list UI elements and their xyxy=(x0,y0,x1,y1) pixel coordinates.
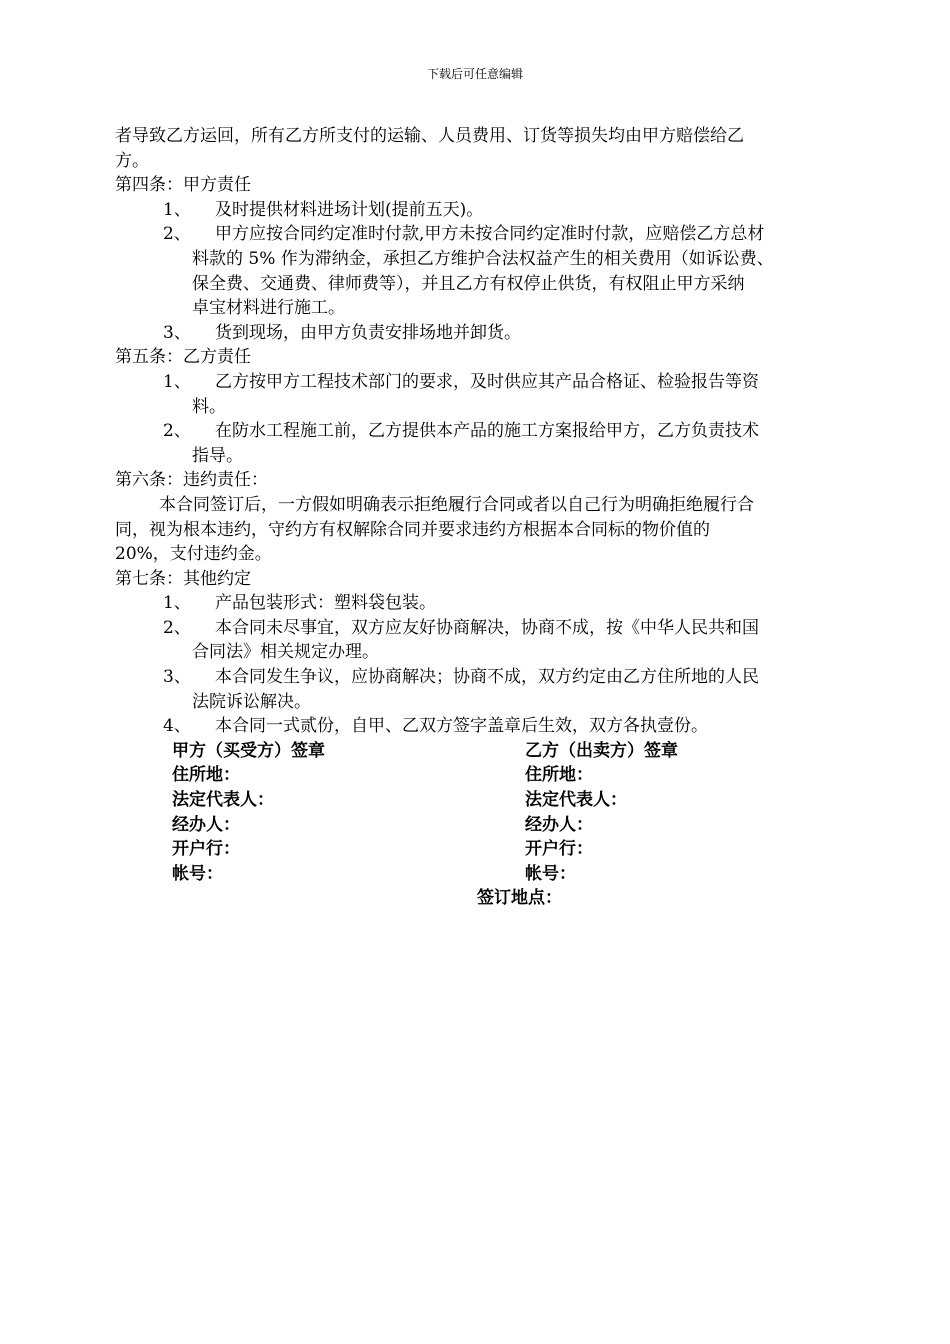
list-item xyxy=(115,370,840,419)
intro-line: 方。 xyxy=(115,150,149,171)
item-text-line: 法院诉讼解决。 xyxy=(192,691,311,712)
item-number: 3、 xyxy=(163,322,191,343)
item-number: 1、 xyxy=(163,593,191,614)
item-number: 3、 xyxy=(163,667,191,688)
party-a-seal: 甲方（买受方）签章 xyxy=(172,740,325,761)
item-text-line: 货到现场，由甲方负责安排场地并卸货。 xyxy=(215,322,521,343)
party-a-agent: 经办人： xyxy=(172,814,240,835)
party-a-representative: 法定代表人： xyxy=(172,790,274,811)
list-item xyxy=(115,198,840,223)
signature-row xyxy=(115,813,840,838)
item-text-line: 在防水工程施工前，乙方提供本产品的施工方案报给甲方，乙方负责技术 xyxy=(215,421,759,442)
party-a-bank: 开户行： xyxy=(172,839,240,860)
item-number: 1、 xyxy=(163,199,191,220)
article-5-items xyxy=(115,370,840,468)
item-number: 2、 xyxy=(163,421,191,442)
party-b-representative: 法定代表人： xyxy=(525,790,627,811)
article-6-para-line: 20%，支付违约金。 xyxy=(115,544,272,565)
list-item xyxy=(115,321,840,346)
signature-row xyxy=(115,788,840,813)
list-item xyxy=(115,714,840,739)
signature-block xyxy=(115,739,840,911)
item-number: 2、 xyxy=(163,617,191,638)
article-6-title: 第六条：违约责任： xyxy=(115,470,268,491)
item-text-line: 乙方按甲方工程技术部门的要求，及时供应其产品合格证、检验报告等资 xyxy=(215,371,759,392)
item-text-line: 本合同一式贰份，自甲、乙双方签字盖章后生效，双方各执壹份。 xyxy=(215,716,708,737)
item-text xyxy=(192,616,840,665)
signature-row xyxy=(115,837,840,862)
item-text-line: 本合同未尽事宜，双方应友好协商解决，协商不成，按《中华人民共和国 xyxy=(215,617,759,638)
item-text-line: 料款的 5% 作为滞纳金，承担乙方维护合法权益产生的相关费用（如诉讼费、 xyxy=(192,248,774,269)
item-text xyxy=(192,665,840,714)
list-item xyxy=(115,665,840,714)
item-text xyxy=(192,222,840,320)
item-text xyxy=(192,591,840,616)
article-4-title: 第四条：甲方责任 xyxy=(115,175,251,196)
article-6-para-line: 同，视为根本违约，守约方有权解除合同并要求违约方根据本合同标的物价值的 xyxy=(115,519,710,540)
party-b-seal: 乙方（出卖方）签章 xyxy=(525,740,678,761)
signature-row xyxy=(115,862,840,887)
signature-row xyxy=(115,763,840,788)
item-text-line: 保全费、交通费、律师费等），并且乙方有权停止供货，有权阻止甲方采纳 xyxy=(192,273,745,294)
item-text-line: 及时提供材料进场计划(提前五天)。 xyxy=(215,199,484,220)
article-5-title: 第五条：乙方责任 xyxy=(115,347,251,368)
page-header: 下载后可任意编辑 xyxy=(426,67,523,81)
party-a-address: 住所地： xyxy=(172,765,240,786)
party-b-bank: 开户行： xyxy=(525,839,593,860)
article-6-para-line: 本合同签订后，一方假如明确表示拒绝履行合同或者以自己行为明确拒绝履行合 xyxy=(159,494,754,515)
party-b-agent: 经办人： xyxy=(525,814,593,835)
list-item xyxy=(115,419,840,468)
intro-line: 者导致乙方运回，所有乙方所支付的运输、人员费用、订货等损失均由甲方赔偿给乙 xyxy=(115,126,744,146)
contract-body xyxy=(115,124,840,911)
list-item xyxy=(115,616,840,665)
party-a-account: 帐号： xyxy=(172,863,223,884)
item-text xyxy=(192,198,840,223)
article-7-title: 第七条：其他约定 xyxy=(115,568,251,589)
item-text-line: 本合同发生争议，应协商解决；协商不成，双方约定由乙方住所地的人民 xyxy=(215,667,759,688)
item-number: 4、 xyxy=(163,716,191,737)
party-b-address: 住所地： xyxy=(525,765,593,786)
item-number: 2、 xyxy=(163,224,191,245)
item-text-line: 甲方应按合同约定准时付款,甲方未按合同约定准时付款，应赔偿乙方总材 xyxy=(215,224,765,245)
list-item xyxy=(115,591,840,616)
item-number: 1、 xyxy=(163,371,191,392)
item-text xyxy=(192,419,840,468)
item-text-line: 合同法》相关规定办理。 xyxy=(192,642,379,663)
signature-row xyxy=(115,886,840,911)
item-text xyxy=(192,370,840,419)
item-text xyxy=(192,321,840,346)
item-text-line: 卓宝材料进行施工。 xyxy=(192,298,345,319)
list-item xyxy=(115,222,840,320)
party-b-account: 帐号： xyxy=(525,863,576,884)
article-4-items xyxy=(115,198,840,346)
item-text xyxy=(192,714,840,739)
item-text-line: 料。 xyxy=(192,396,226,417)
signing-place: 签订地点： xyxy=(477,888,562,909)
item-text-line: 产品包装形式：塑料袋包装。 xyxy=(215,593,436,614)
article-7-items xyxy=(115,591,840,739)
item-text-line: 指导。 xyxy=(192,445,243,466)
signature-row xyxy=(115,739,840,764)
